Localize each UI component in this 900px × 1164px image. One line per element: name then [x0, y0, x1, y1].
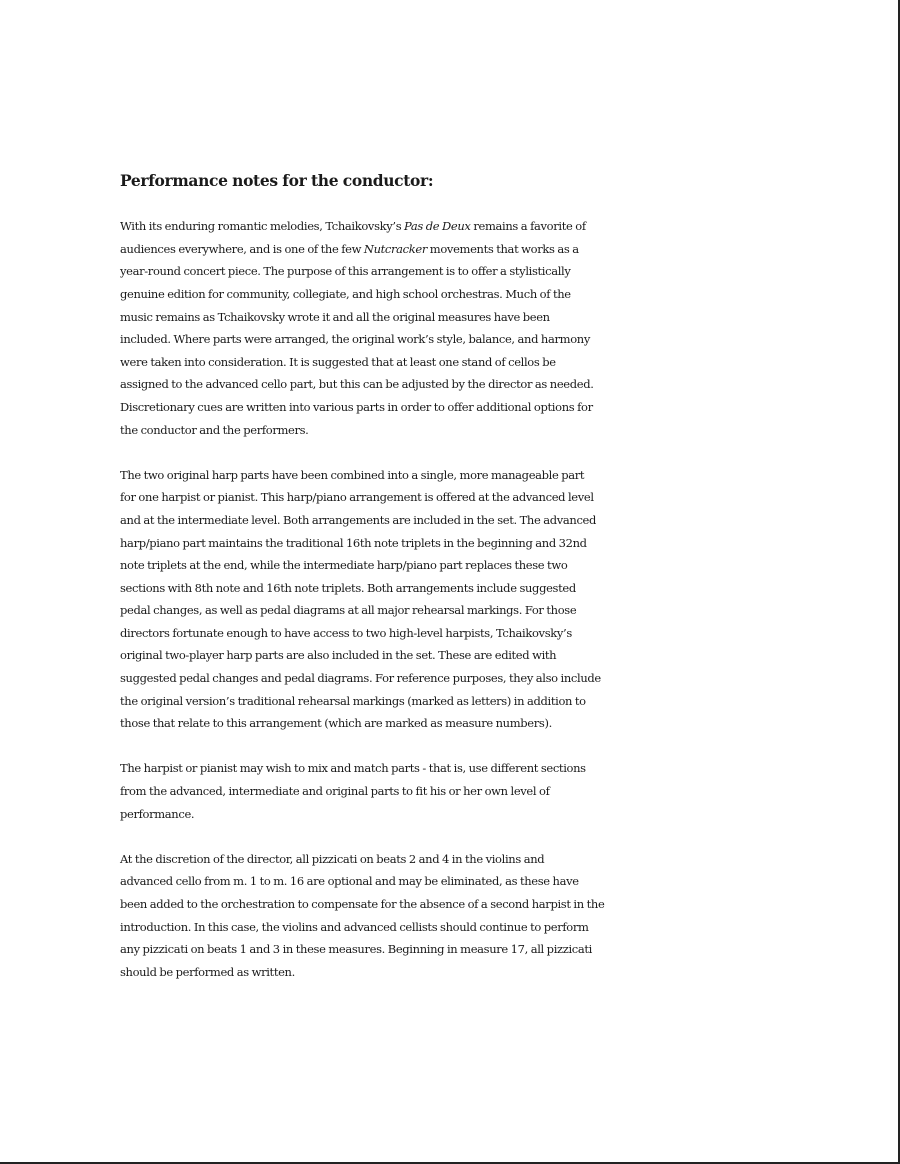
text-line: [120, 215, 790, 238]
text-line: and at the intermediate level. Both arrangements are included in the set. The advanced: [120, 512, 597, 527]
work-title-italic: Nutcracker: [363, 241, 427, 256]
page-title: Performance notes for the conductor:: [120, 171, 434, 190]
text-line: suggested pedal changes and pedal diagrams. For reference purposes, they also include: [120, 671, 601, 686]
document-body: [120, 170, 790, 983]
text-line: assigned to the advanced cello part, but this can be adjusted by the director as needed.: [120, 377, 594, 392]
text-line: advanced cello from m. 1 to m. 16 are optional and may be eliminated, as these have: [120, 874, 579, 889]
work-title-italic: Pas de Deux: [404, 219, 471, 234]
text-line: At the discretion of the director, all pizzicati on beats 2 and 4 in the violins and: [120, 851, 545, 866]
text-line: performance.: [120, 806, 195, 821]
text-line: note triplets at the end, while the intermediate harp/piano part replaces these two: [120, 558, 568, 573]
text-segment: With its enduring romantic melodies, Tchaikovsky’s: [120, 219, 405, 234]
text-line: [120, 238, 790, 261]
text-line: Discretionary cues are written into various parts in order to offer additional options for: [120, 399, 593, 414]
paragraph-intro: [120, 215, 790, 441]
text-line: the original version’s traditional rehearsal markings (marked as letters) in addition to: [120, 693, 586, 708]
text-line: any pizzicati on beats 1 and 3 in these measures. Beginning in measure 17, all pizzicati: [120, 942, 592, 957]
text-segment: remains a favorite of: [470, 219, 586, 234]
text-line: introduction. In this case, the violins and advanced cellists should continue to perform: [120, 919, 589, 934]
text-line: genuine edition for community, collegiate, and high school orchestras. Much of the: [120, 286, 571, 301]
text-line: pedal changes, as well as pedal diagrams at all major rehearsal markings. For those: [120, 603, 577, 618]
text-line: included. Where parts were arranged, the original work’s style, balance, and harmony: [120, 332, 590, 347]
text-line: directors fortunate enough to have access to two high-level harpists, Tchaikovsky’s: [120, 625, 572, 640]
paragraph-pizzicati: [120, 848, 790, 984]
text-line: year-round concert piece. The purpose of this arrangement is to offer a stylistically: [120, 264, 571, 279]
text-line: were taken into consideration. It is suggested that at least one stand of cellos be: [120, 354, 556, 369]
text-line: should be performed as written.: [120, 964, 295, 979]
paragraph-mix-match: [120, 757, 790, 825]
text-line: original two-player harp parts are also included in the set. These are edited with: [120, 648, 557, 663]
text-segment: audiences everywhere, and is one of the few: [120, 241, 364, 256]
text-line: harp/piano part maintains the traditional 16th note triplets in the beginning and 32nd: [120, 535, 587, 550]
text-segment: movements that works as a: [427, 241, 579, 256]
text-line: for one harpist or pianist. This harp/piano arrangement is offered at the advanced level: [120, 490, 594, 505]
text-line: from the advanced, intermediate and original parts to fit his or her own level of: [120, 784, 550, 799]
text-line: the conductor and the performers.: [120, 422, 309, 437]
text-line: been added to the orchestration to compensate for the absence of a second harpist in the: [120, 897, 605, 911]
text-line: The harpist or pianist may wish to mix and match parts - that is, use different sections: [120, 761, 586, 776]
text-line: those that relate to this arrangement (which are marked as measure numbers).: [120, 716, 552, 731]
paragraph-harp-parts: [120, 464, 790, 735]
text-line: music remains as Tchaikovsky wrote it and all the original measures have been: [120, 309, 550, 324]
text-line: sections with 8th note and 16th note triplets. Both arrangements include suggested: [120, 580, 576, 595]
text-line: The two original harp parts have been combined into a single, more manageable part: [120, 467, 585, 482]
